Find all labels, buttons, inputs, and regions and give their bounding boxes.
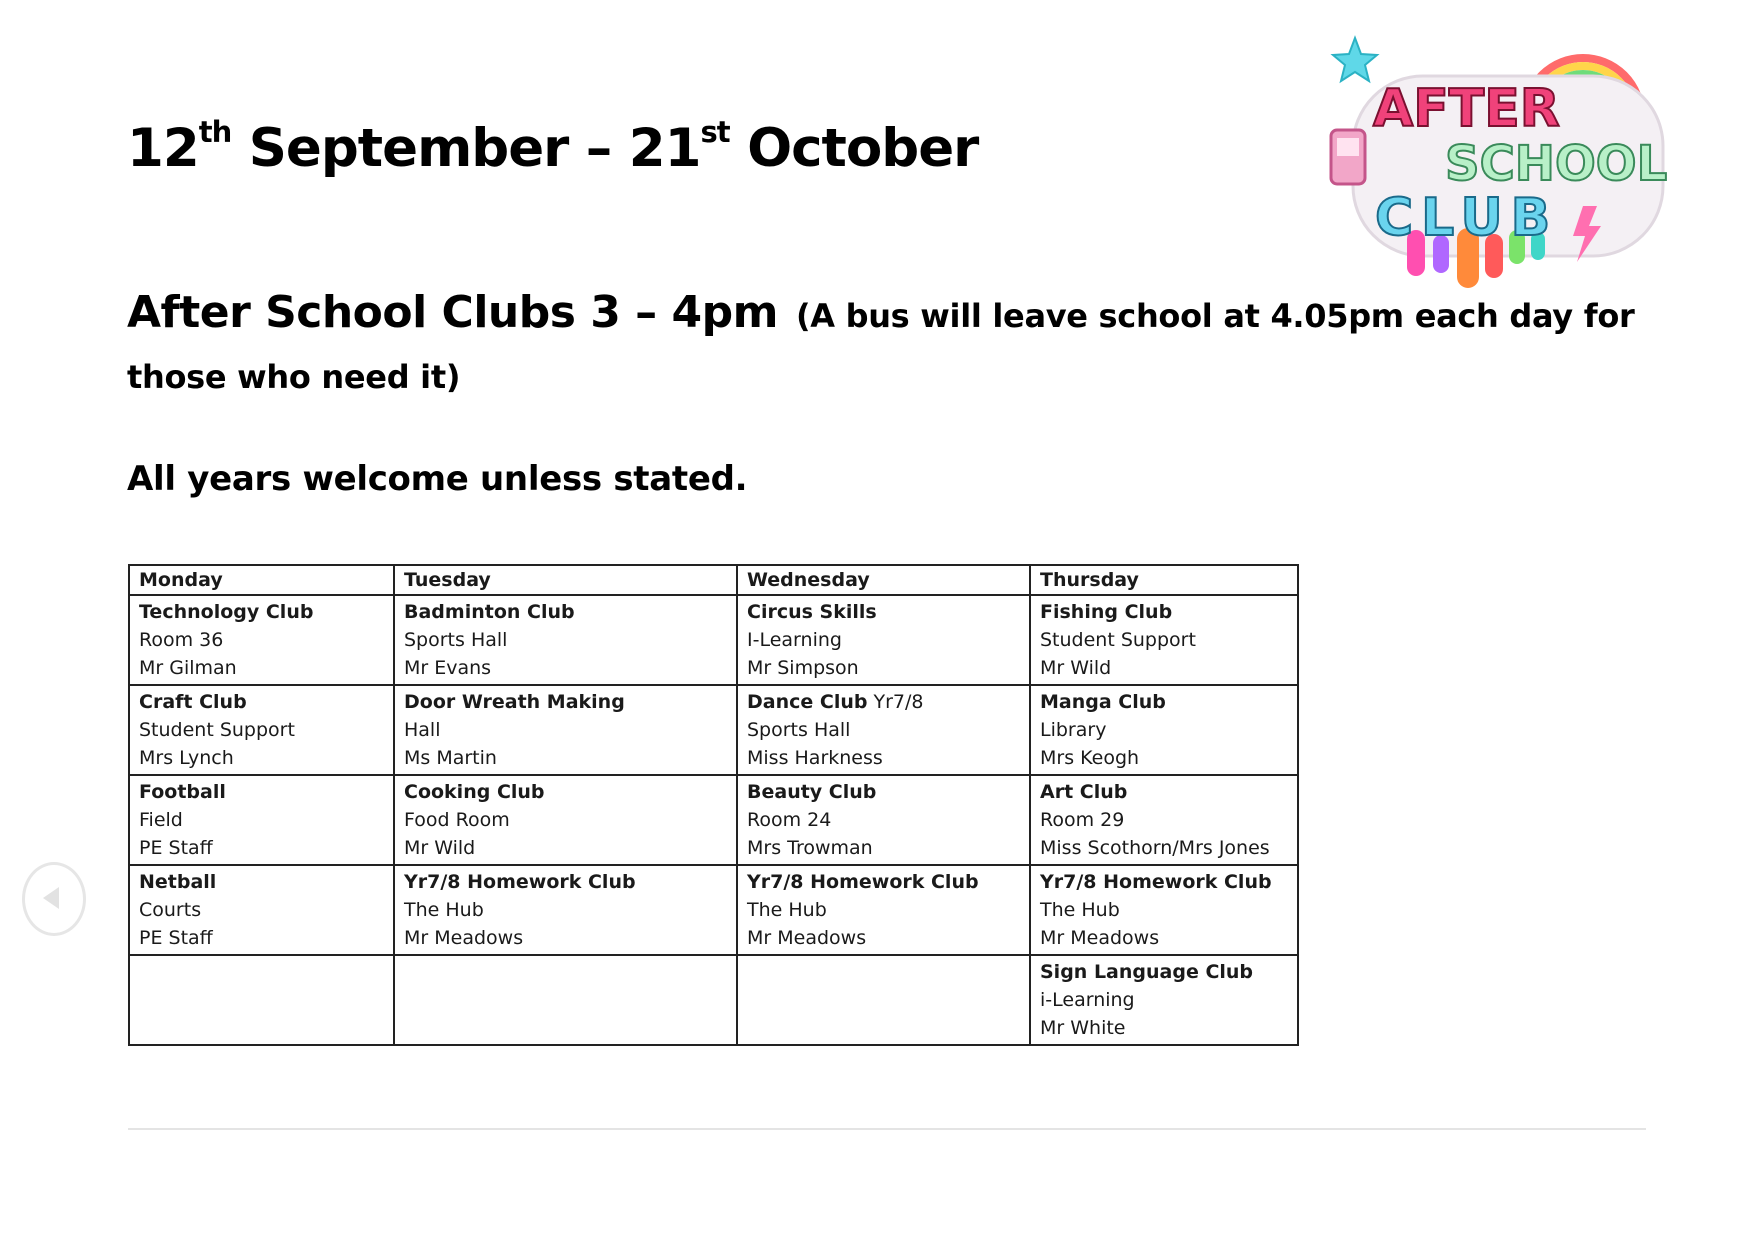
table-row (129, 865, 1298, 955)
club-cell (737, 685, 1030, 775)
club-name: Yr7/8 Homework Club (747, 871, 979, 893)
club-staff: Mr Meadows (1040, 927, 1160, 949)
day-header-thursday: Thursday (1030, 565, 1298, 595)
star-icon (1333, 38, 1377, 81)
club-location: Room 36 (139, 629, 224, 651)
club-staff: Mrs Lynch (139, 747, 234, 769)
club-staff: Miss Harkness (747, 747, 883, 769)
table-row (129, 955, 1298, 1045)
date-end-day: 21 (628, 118, 701, 179)
club-name: Circus Skills (747, 601, 877, 623)
club-staff: Mrs Keogh (1040, 747, 1140, 769)
club-location: Sports Hall (747, 719, 851, 741)
club-name: Beauty Club (747, 781, 877, 803)
club-staff: Mr Wild (404, 837, 476, 859)
club-name: Sign Language Club (1040, 961, 1254, 983)
club-location: Room 24 (747, 809, 832, 831)
chevron-left-icon (39, 885, 65, 911)
club-name: Art Club (1040, 781, 1128, 803)
club-staff: Mr Meadows (747, 927, 867, 949)
club-staff: Mr Gilman (139, 657, 237, 679)
club-staff: Mrs Trowman (747, 837, 873, 859)
date-range-title (127, 115, 979, 179)
club-location: Hall (404, 719, 441, 741)
club-location: Student Support (1040, 629, 1196, 651)
club-cell (737, 955, 1030, 1045)
logo-line2: SCHOOL (1445, 136, 1668, 192)
club-location: Courts (139, 899, 202, 921)
table-row (129, 685, 1298, 775)
club-name: Football (139, 781, 226, 803)
club-name: Fishing Club (1040, 601, 1173, 623)
table-row (129, 775, 1298, 865)
clubs-timetable (128, 564, 1299, 1046)
club-location: I-Learning (747, 629, 842, 651)
welcome-text: All years welcome unless stated. (127, 459, 748, 499)
date-start-day: 12 (127, 118, 199, 179)
table-header-row (129, 565, 1298, 595)
date-end-suffix: st (700, 115, 730, 149)
table-body (129, 595, 1298, 1045)
club-cell (737, 775, 1030, 865)
club-location: Food Room (404, 809, 510, 831)
club-location: i-Learning (1040, 989, 1135, 1011)
club-location: Sports Hall (404, 629, 508, 651)
club-staff: Mr White (1040, 1017, 1126, 1039)
club-location: The Hub (1040, 899, 1120, 921)
club-cell (1030, 955, 1298, 1045)
club-cell (129, 955, 394, 1045)
day-header-monday: Monday (129, 565, 394, 595)
club-location: The Hub (404, 899, 484, 921)
club-cell (129, 595, 394, 685)
club-staff: Mr Evans (404, 657, 492, 679)
club-cell (129, 775, 394, 865)
day-header-wednesday: Wednesday (737, 565, 1030, 595)
club-name: Badminton Club (404, 601, 575, 623)
club-location: Student Support (139, 719, 295, 741)
club-name: Cooking Club (404, 781, 545, 803)
previous-page-button[interactable] (22, 862, 86, 936)
club-cell (394, 955, 737, 1045)
logo-line1: AFTER (1373, 79, 1560, 139)
day-header-tuesday: Tuesday (394, 565, 737, 595)
club-staff: PE Staff (139, 837, 213, 859)
club-staff: Mr Wild (1040, 657, 1112, 679)
club-location: The Hub (747, 899, 827, 921)
page-divider (128, 1128, 1646, 1130)
club-cell (1030, 775, 1298, 865)
date-end-month: October (729, 118, 979, 179)
club-name: Door Wreath Making (404, 691, 625, 713)
club-cell (129, 865, 394, 955)
club-cell (394, 595, 737, 685)
club-cell (737, 865, 1030, 955)
club-cell (394, 685, 737, 775)
logo-line3: CLUB (1375, 188, 1559, 248)
club-staff: Mr Meadows (404, 927, 524, 949)
bus-note: (A bus will leave school at 4.05pm each day for those who need it) (127, 297, 1635, 396)
club-location: Field (139, 809, 183, 831)
club-cell (129, 685, 394, 775)
date-start-suffix: th (198, 115, 232, 149)
club-location: Library (1040, 719, 1107, 741)
club-name: Dance Club (747, 691, 868, 713)
club-cell (1030, 685, 1298, 775)
logo-graphic (1325, 30, 1685, 302)
club-cell (394, 775, 737, 865)
club-cell (737, 595, 1030, 685)
club-staff: Ms Martin (404, 747, 497, 769)
table-row (129, 595, 1298, 685)
club-cell (1030, 595, 1298, 685)
club-cell (394, 865, 737, 955)
date-start-month: September – (231, 118, 629, 179)
club-staff: Mr Simpson (747, 657, 859, 679)
phone-screen (1337, 138, 1359, 156)
club-staff: Miss Scothorn/Mrs Jones (1040, 837, 1270, 859)
club-name: Manga Club (1040, 691, 1166, 713)
club-location: Room 29 (1040, 809, 1125, 831)
club-name: Technology Club (139, 601, 314, 623)
club-name: Yr7/8 Homework Club (1040, 871, 1272, 893)
after-school-club-logo (1325, 30, 1685, 302)
clubs-heading (127, 284, 1647, 406)
club-name: Netball (139, 871, 217, 893)
club-name: Craft Club (139, 691, 247, 713)
club-cell (1030, 865, 1298, 955)
clubs-heading-main: After School Clubs 3 – 4pm (127, 287, 778, 338)
club-note: Yr7/8 (867, 691, 924, 713)
club-name: Yr7/8 Homework Club (404, 871, 636, 893)
club-staff: PE Staff (139, 927, 213, 949)
